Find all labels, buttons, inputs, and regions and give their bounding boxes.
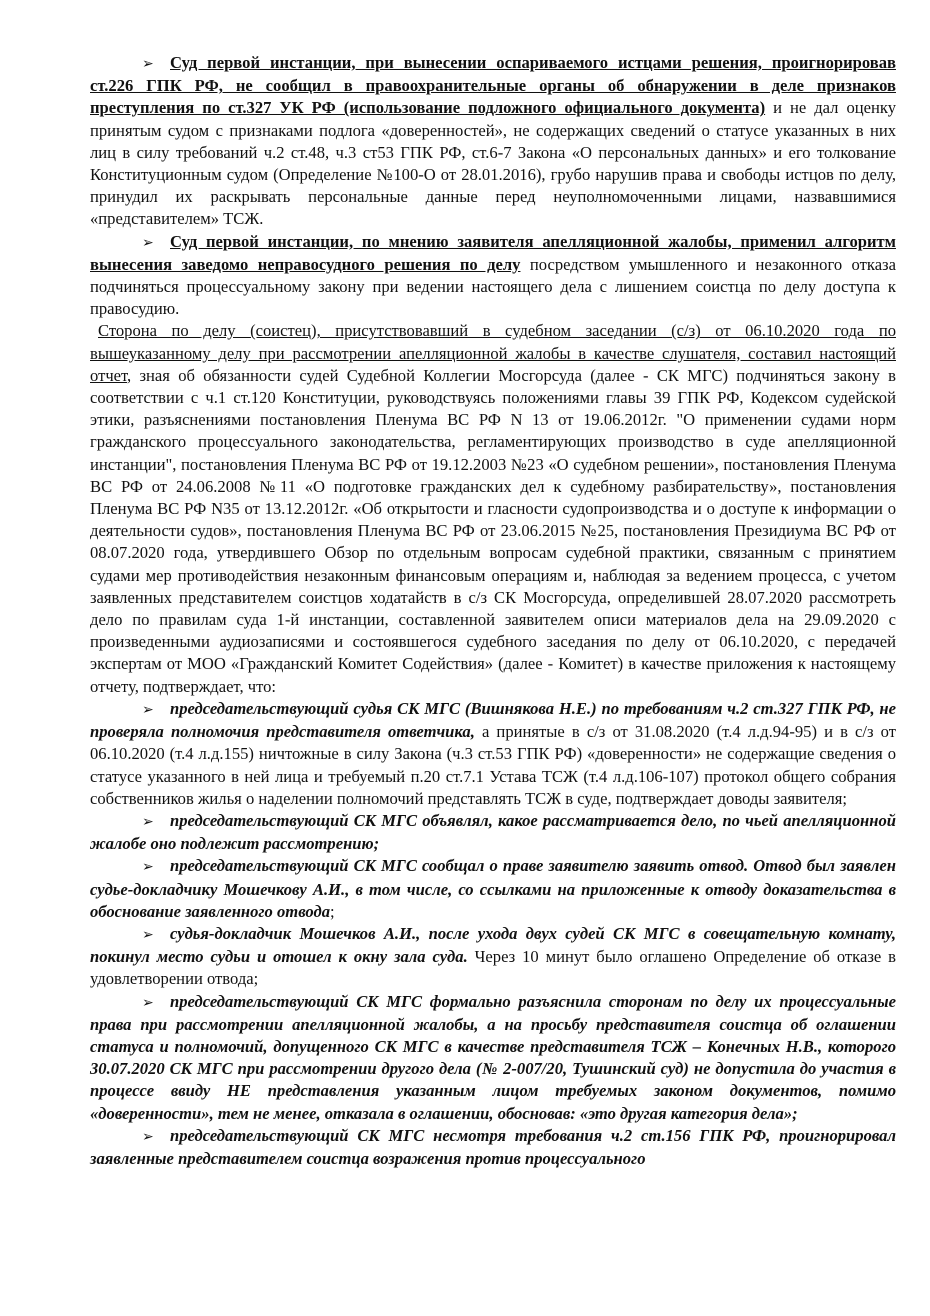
list-item-2: [90, 810, 896, 855]
bold-underlined-text: Суд первой инстанции, при вынесении оспариваемого истцами решения, проигнорировав ст.226 ГПК РФ, не сообщил в правоохранительные органы об обнаружении в деле признаков преступления по ст.327 УК РФ (использование подложного официального документа): [90, 53, 896, 118]
arrow-bullet-icon: ➢: [142, 859, 154, 876]
body-text: а принятые в с/з от 31.08.2020 (т.4 л.д.94-95) и в с/з от 06.10.2020 (т.4 л.д.155) ничтожные в силу Закона (ч.3 ст.53 ГПК РФ) «доверенности» не содержащие сведения о статусе указанного в ней лица и требуемый п.20 ст.7.1 Устава ТСЖ (т.4 л.д.106-107) протокол общего собрания собственников жилья о наделении полномочий представлять ТСЖ в суде, подтверждает доводы заявителя;: [90, 722, 896, 808]
list-item-5: [90, 991, 896, 1125]
list-item-3: [90, 855, 896, 923]
arrow-bullet-icon: ➢: [142, 994, 154, 1011]
list-item-6: [90, 1125, 896, 1170]
body-text: и не дал оценку принятым судом с признаками подлога «доверенностей», не содержащих сведений о статусе указанных в них лиц в силу требований ч.2 ст.48, ч.3 ст53 ГПК РФ, ст.6-7 Закона «О персональных данных» и его толкование Конституционным судом (Определение №100-О от 28.01.2016), грубо нарушив права и свободы истцов по делу, принудил их раскрывать персональные данные перед неуполномоченными лицами, назвавшимися «представителем» ТСЖ.: [90, 98, 896, 229]
body-text: Через 10 минут было оглашено Определение об отказе в удовлетворении отвода;: [90, 947, 896, 989]
arrow-bullet-icon: ➢: [142, 1128, 154, 1145]
bold-italic-text: председательствующий СК МГС формально разъяснила сторонам по делу их процессуальные права при рассмотрении апелляционной жалобы, а на просьбу представителя соистца об оглашении статуса и полномочий, допущенного СК МГС в качестве представителя ТСЖ – Конечных Н.В., которого 30.07.2020 СК МГС при рассмотрении другого дела (№ 2-007/20, Тушинский суд) не допустила до участия в процессе ввиду НЕ представления указанным лицом требуемых законом документов, помимо «доверенности», тем не менее, отказала в оглашении, обосновав: «это другая категория дела»;: [90, 991, 896, 1123]
body-text: , зная об обязанности судей Судебной Коллегии Мосгорсуда (далее - СК МГС) подчиняться закону в соответствии с ч.1 ст.120 Конституции, руководствуясь положениями главы 39 ГПК РФ, Кодексом судейской этики, разъяснениями постановления Пленума ВС РФ N 13 от 19.06.2012г. "О применении судами норм гражданского процессуального законодательства, регламентирующих производство в суде апелляционной инстанции", постановления Пленума ВС РФ от 19.12.2003 №23 «О судебном решении», постановления Пленума ВС РФ от 24.06.2008 №11 «О подготовке гражданских дел к судебному разбирательству», постановления Пленума ВС РФ N35 от 13.12.2012г. «Об открытости и гласности судопроизводства и о доступе к информации о деятельности судов», постановления Пленума ВС РФ от 23.06.2015 №25, постановления Президиума ВС РФ от 08.07.2020 года, утвердившего Обзор по отдельным вопросам судебной практики, связанным с принятием судами мер противодействия незаконным финансовым операциям и, наблюдая за ведением процесса, с учетом заявленных представителем соистцов ходатайств в с/з СК Мосгорсуда, определившей 28.07.2020 рассмотреть дело по правилам суда 1-й инстанции, составленной заявителем описи материалов дела на 29.09.2020 с произведенными аудиозаписями и состоявшегося судебного заседания по делу от 06.10.2020, с передачей экспертам от МОО «Гражданский Комитет Содействия» (далее - Комитет) в качестве приложения к настоящему отчету, подтверждает, что:: [90, 365, 896, 696]
body-text: ;: [330, 901, 335, 921]
body-text: посредством умышленного и незаконного отказа подчиняться процессуальному закону при ведении настоящего дела с лишением соистца по делу доступа к правосудию.: [90, 254, 896, 319]
paragraph-report-intro: [90, 320, 896, 697]
bold-italic-text: председательствующий СК МГС объявлял, какое рассматривается дело, по чьей апелляционной жалобе оно подлежит рассмотрению;: [90, 810, 896, 854]
underlined-text: Сторона по делу (соистец), присутствовавший в судебном заседании (с/з) от 06.10.2020 года по вышеуказанному делу при рассмотрении апелляционной жалобы в качестве слушателя, составил настоящий отчет: [90, 321, 896, 385]
arrow-bullet-icon: ➢: [142, 56, 154, 72]
list-item-4: [90, 923, 896, 991]
bold-italic-text: судья-докладчик Мошечков А.И., после ухода двух судей СК МГС в совещательную комнату, покинул место судьи и отошел к окну зала суда.: [90, 923, 896, 967]
bold-underlined-text: Суд первой инстанции, по мнению заявителя апелляционной жалобы, применил алгоритм вынесения заведомо неправосудного решения по делу: [90, 231, 896, 274]
bold-italic-text: председательствующий судья СК МГС (Вишнякова Н.Е.) по требованиям ч.2 ст.327 ГПК РФ, не проверяла полномочия представителя ответчика,: [90, 698, 896, 742]
arrow-bullet-icon: ➢: [142, 926, 154, 943]
arrow-bullet-icon: ➢: [142, 701, 154, 718]
bold-italic-text: председательствующий СК МГС сообщал о праве заявителю заявить отвод. Отвод был заявлен судье-докладчику Мошечкову А.И., в том числе, со ссылками на приложенные к отводу доказательства в обоснование заявленного отвода: [90, 856, 896, 921]
paragraph-bullet-2: [90, 231, 896, 321]
list-item-1: [90, 698, 896, 810]
paragraph-bullet-1: [90, 52, 896, 231]
bold-italic-text: председательствующий СК МГС несмотря требования ч.2 ст.156 ГПК РФ, проигнорировал заявленные представителем соистца возражения против процессуального: [90, 1125, 896, 1168]
arrow-bullet-icon: ➢: [142, 234, 154, 251]
arrow-bullet-icon: ➢: [142, 813, 154, 830]
